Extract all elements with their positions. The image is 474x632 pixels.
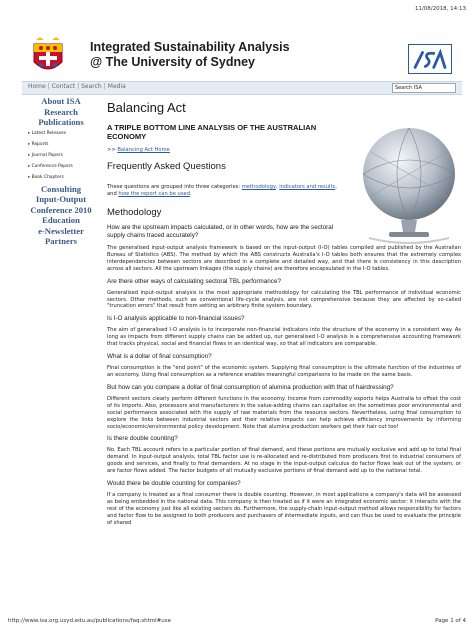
sidebar-item-about[interactable]: About ISA — [41, 96, 81, 106]
nav-separator: | — [103, 83, 106, 90]
site-title — [90, 40, 290, 70]
methodology-link[interactable]: methodology — [241, 184, 276, 190]
sidebar-item-partners[interactable]: Partners — [45, 236, 77, 247]
sidebar-item-consulting[interactable]: Consulting — [40, 183, 82, 194]
sidebar-item-conference-line2[interactable]: Conference 2010 — [30, 204, 92, 215]
top-navigation-bar — [22, 81, 462, 95]
faq-answer: Final consumption is the "end point" of the economic system. Supplying final consumption is the ultimate function of the industries of an economy. Using final consumption as a reference enables meaningful comparisons to be made on the same basis. — [107, 365, 461, 378]
sidebar-item-publications[interactable]: Publications — [38, 117, 84, 127]
faq-intro — [107, 184, 343, 198]
print-page-number: Page 1 of 4 — [435, 618, 466, 624]
breadcrumb-home-link[interactable]: Balancing Act Home — [117, 147, 170, 153]
nav-separator: | — [47, 83, 50, 90]
site-header — [22, 30, 462, 80]
intro-text-2: , — [275, 184, 280, 190]
main-content — [107, 96, 461, 527]
faq-question: Is I-O analysis applicable to non-financial issues? — [107, 315, 245, 323]
sidebar-subitem-reports[interactable]: ▸ Reports — [22, 139, 100, 150]
faq-list — [107, 224, 461, 527]
nav-links — [28, 83, 126, 90]
sidebar-item-conference-line1[interactable]: Input-Output — [35, 194, 87, 205]
report-usage-link[interactable]: how the report can be used — [118, 191, 191, 197]
faq-heading: Frequently Asked Questions — [107, 161, 226, 172]
intro-text-3: , and — [107, 184, 337, 197]
methodology-heading: Methodology — [107, 207, 162, 218]
nav-contact-link[interactable]: Contact — [51, 83, 76, 90]
sidebar-subitem-journal-papers[interactable]: ▸ Journal Papers — [22, 150, 100, 161]
faq-question: What is a dollar of final consumption? — [107, 353, 212, 361]
faq-answer: Different sectors clearly perform different functions in the economy. Income from commodity exports helps Australia to offset the cost of its imports. Also, processors and manufacturers in the value-adding chains can capitalise on the sometimes poor environmental and social performance associated with the supply of raw materials from the resource sectors. Nevertheless, using final consumption to explore the links between industrial sectors and their relative impacts can help achieve efficiency improvements by informing socio/economic/environmental policy development. Note that alumina production workers get their hair cut too! — [107, 395, 461, 430]
print-datetime: 11/08/2018, 14:13 — [414, 6, 466, 12]
sidebar-item-education[interactable]: Education — [42, 215, 80, 226]
faq-question: How are the upstream impacts calculated, or in other words, how are the sectoral supply chains traced accurately? — [107, 224, 334, 239]
nav-home-link[interactable]: Home — [28, 83, 46, 90]
sidebar-subitem-latest-releases[interactable]: ▸ Latest Releases — [22, 128, 100, 139]
isa-logo-icon[interactable] — [408, 44, 452, 74]
faq-question: Would there be double counting for companies? — [107, 480, 241, 488]
page-subtitle: A TRIPLE BOTTOM LINE ANALYSIS OF THE AUSTRALIAN ECONOMY — [107, 123, 317, 141]
sidebar-item-research[interactable]: Research — [44, 106, 78, 117]
faq-question: Is there double counting? — [107, 435, 178, 443]
sidebar-item-enewsletter[interactable]: e-Newsletter — [38, 225, 84, 236]
faq-answer: Generalised input-output analysis is the most appropriate methodology for calculating the TBL performance of individual economic sectors. Other methods, such as conventional life-cycle analysis, are not comprehensive because they are affected by so-called "truncation errors" that result from setting an arbitrary finite system boundary. — [107, 289, 461, 310]
indicators-results-link[interactable]: indicators and results — [279, 184, 336, 190]
faq-answer: No. Each TBL account refers to a particular portion of final demand, and these portions are mutually exclusive and add up to total final demand. In input-output analysis, total TBL factor use is re-allocated and re-distributed from producers first to industrial consumers of goods and services, and finally to final demanders. At no stage in the input-output calculus do factor flows leak out of the system, or are factor flows added. The factor budgets of all mutually exclusive portions of final demand add up to the national total. — [107, 447, 461, 475]
sidebar-subitem-book-chapters[interactable]: ▸ Book Chapters — [22, 172, 100, 183]
intro-text-4: . — [190, 191, 192, 197]
faq-answer: If a company is treated as a final consumer there is double counting. However, in most applications a company's data will be assessed as being embedded in the national data. This company is then treated as if it were an integrated economic sector: it interacts with the rest of the economy just like all existing sectors do. Furthermore, the supply-chain input-output method allows responsibility for factors and factor flow to be assigned to both producers and purchasers of intermediate inputs, and can thus be used to evaluate the principle of shared — [107, 492, 461, 526]
site-title-line2: @ The University of Sydney — [90, 55, 256, 69]
intro-text-1: These questions are grouped into three categories: — [107, 184, 242, 190]
sidebar-subitem-conference-papers[interactable]: ▸ Conference Papers — [22, 161, 100, 172]
print-url: http://www.isa.org.usyd.edu.au/publications/faq.shtml#use — [8, 618, 171, 624]
nav-media-link[interactable]: Media — [107, 83, 126, 90]
faq-question: Are there other ways of calculating sectoral TBL performance? — [107, 277, 281, 285]
search-input[interactable]: Search ISA — [392, 83, 456, 93]
nav-search-link[interactable]: Search — [81, 83, 102, 90]
sidebar — [22, 96, 100, 247]
breadcrumb-prefix: >> — [107, 147, 118, 153]
page-title: Balancing Act — [107, 100, 186, 115]
faq-answer: The generalised input-output analysis framework is based on the input-output (I-O) tables compiled and published by the Australian Bureau of Statistics (ABS). The method by which the ABS constructs Australia's I-O tables both ensures that the extremely complex interdependencies between sectors are described in a complete and detailed way, and that there is consistency in this description across all sectors. All the upstream linkages (the supply chains) are therefore encapsulated in the I-O tables. — [107, 245, 461, 272]
faq-question: But how can you compare a dollar of final consumption of alumina production with that of hairdressing? — [107, 383, 394, 391]
globe-illustration-icon — [349, 116, 467, 246]
university-crest-icon — [30, 36, 66, 76]
site-title-line1: Integrated Sustainability Analysis — [90, 40, 290, 54]
faq-answer: The aim of generalised I-O analysis is to incorporate non-financial indicators into the structure of the economy in a consistent way. As long as impacts from different supply chains can be added up, our generalised I-O analysis is a comprehensive accounting framework that tracks physical, social and financial flows in an identical way, so that all indicators are comparable. — [107, 327, 461, 348]
nav-separator: | — [77, 83, 80, 90]
